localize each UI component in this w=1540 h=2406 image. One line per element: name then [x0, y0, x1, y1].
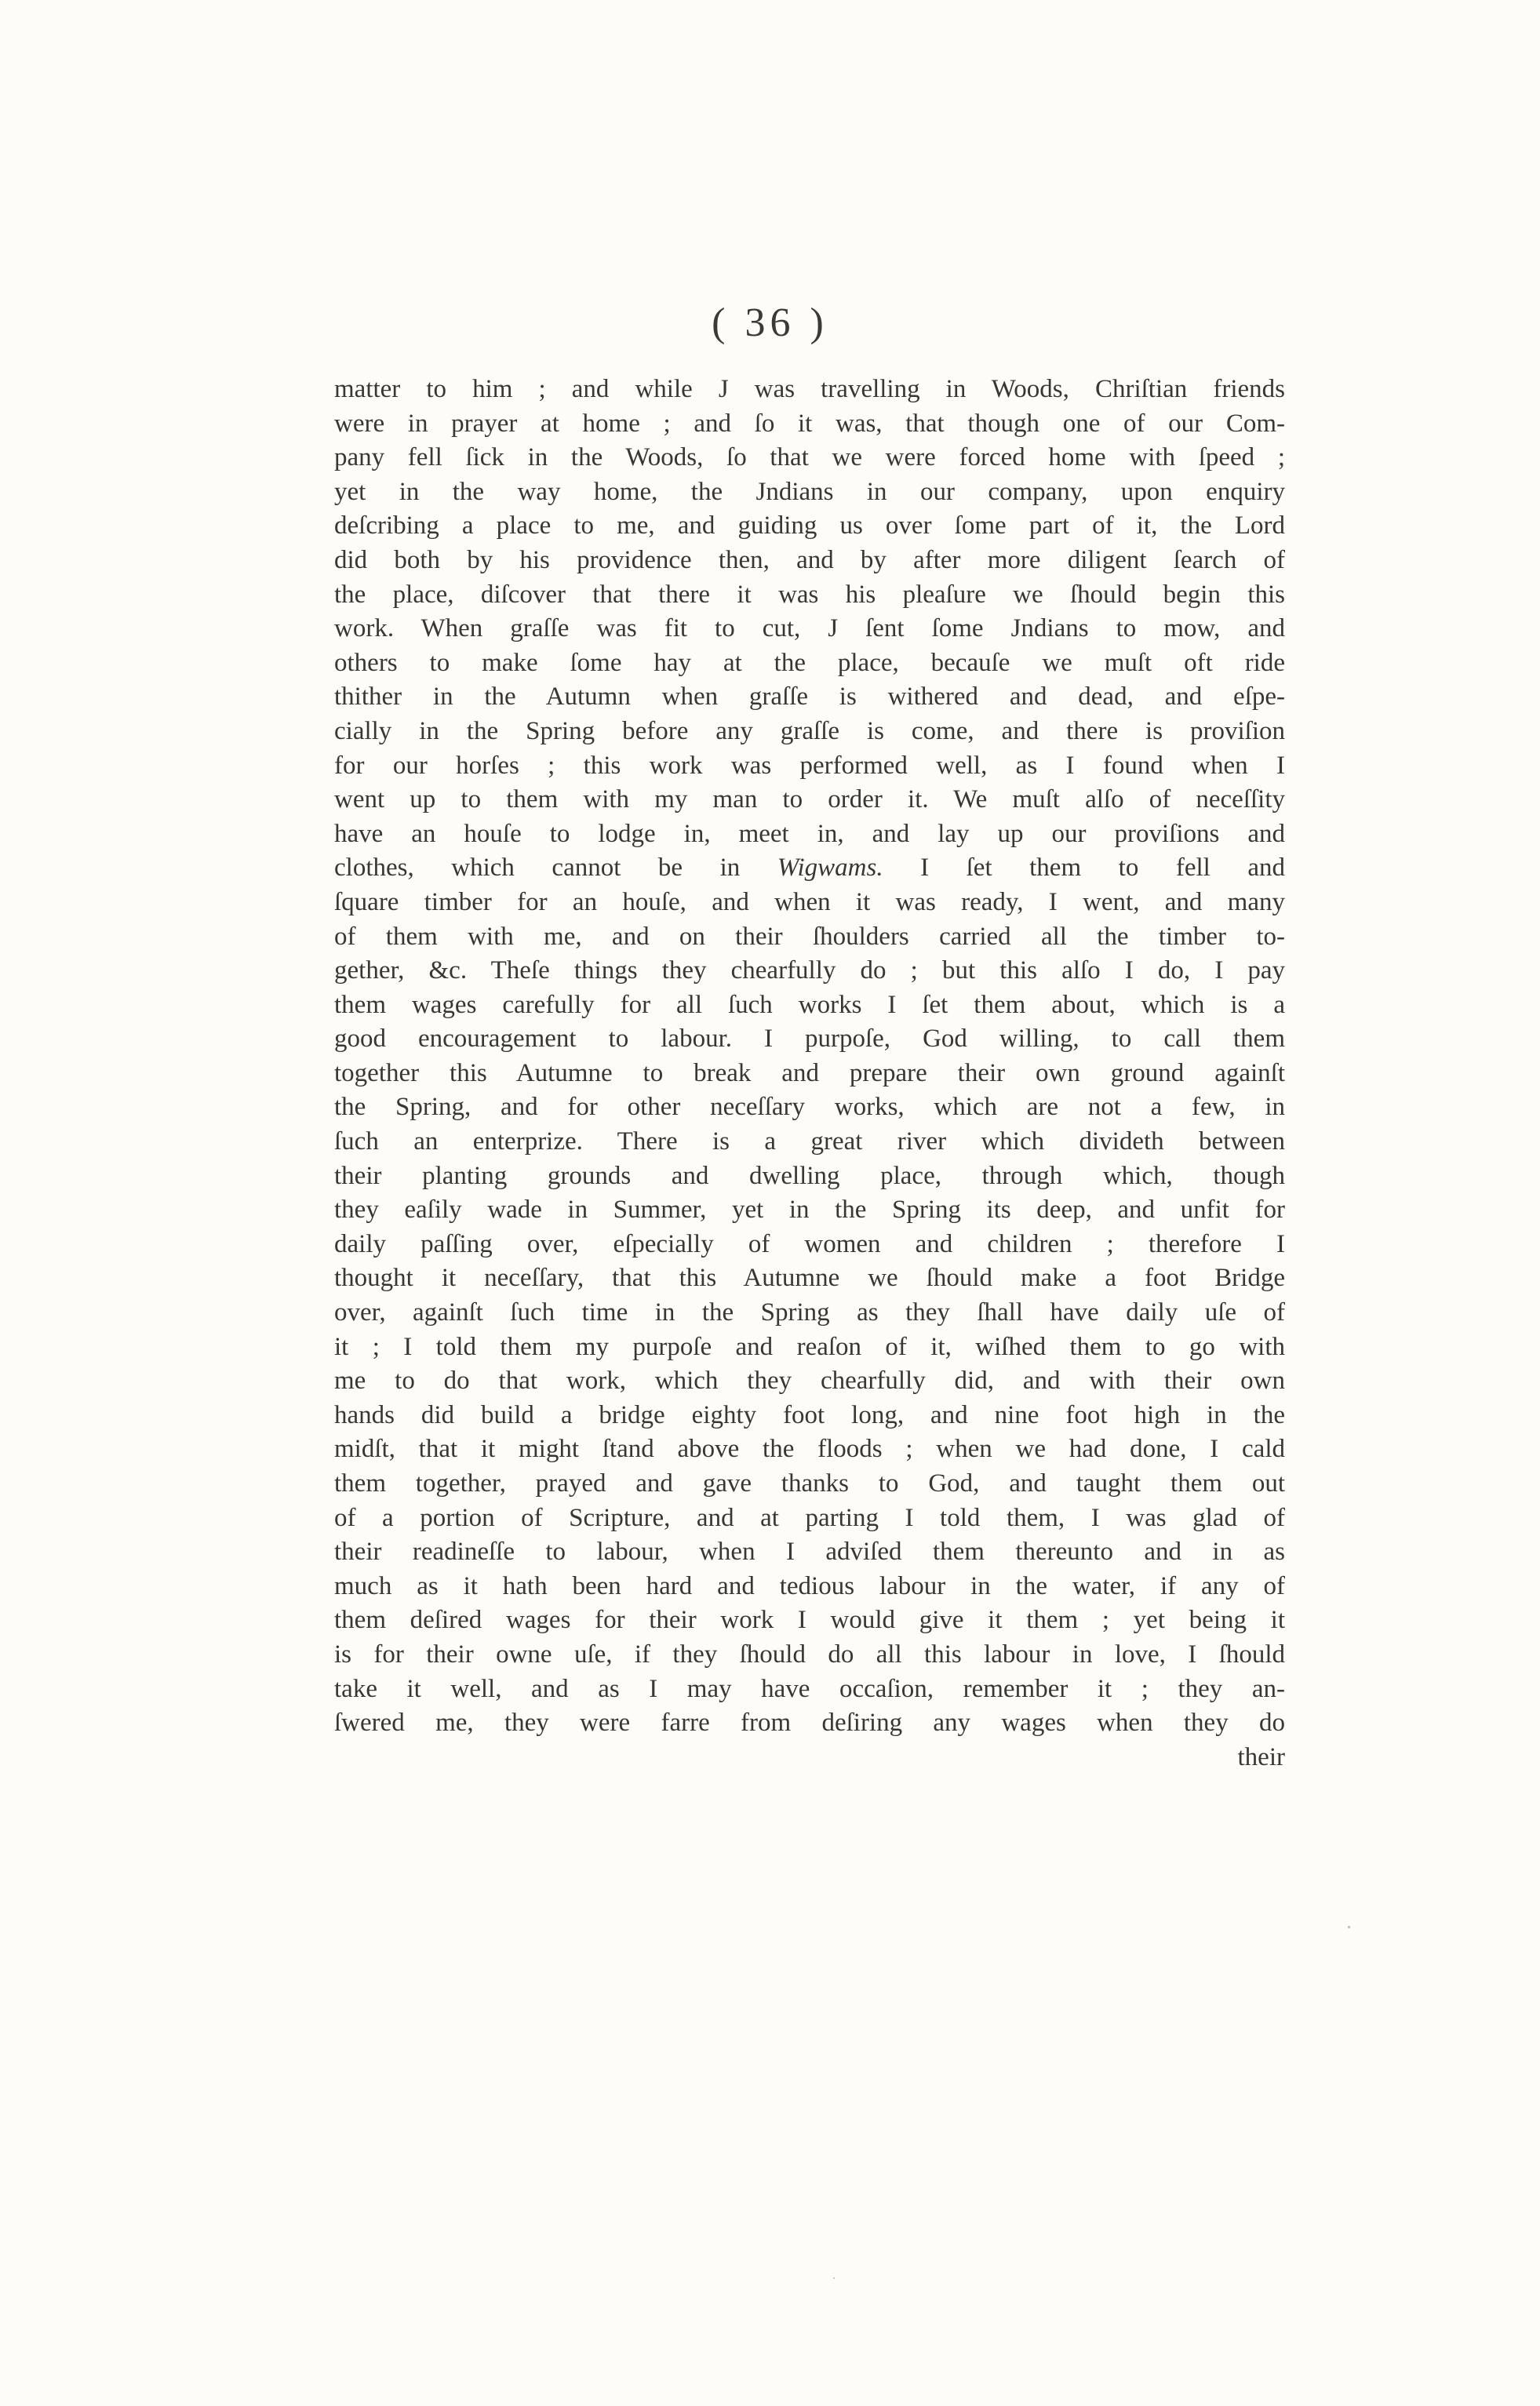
text-line: they eaſily wade in Summer, yet in the Spring its deep, and unfit for: [334, 1196, 1285, 1225]
body-text: [334, 373, 1285, 1774]
text-line: much as it hath been hard and tedious labour in the water, if any of: [334, 1571, 1285, 1600]
text-line: them together, prayed and gave thanks to God, and taught them out: [334, 1469, 1285, 1498]
text-line: ſuch an enterprize. There is a great river which divideth between: [334, 1127, 1285, 1156]
text-line: ſquare timber for an houſe, and when it was ready, I went, and many: [334, 887, 1285, 916]
text-line: take it well, and as I may have occaſion, remember it ; they an-: [334, 1674, 1285, 1703]
text-line: it ; I told them my purpoſe and reaſon of it, wiſhed them to go with: [334, 1332, 1285, 1361]
text-line: the place, diſcover that there it was his pleaſure we ſhould begin this: [334, 580, 1285, 609]
text-line: for our horſes ; this work was performed well, as I found when I: [334, 751, 1285, 780]
text-line: is for their owne uſe, if they ſhould do all this labour in love, I ſhould: [334, 1640, 1285, 1669]
text-line: were in prayer at home ; and ſo it was, that though one of our Com-: [334, 409, 1285, 438]
paper-speck: [1348, 1926, 1350, 1928]
text-line: of them with me, and on their ſhoulders carried all the timber to-: [334, 922, 1285, 951]
text-line: matter to him ; and while J was travelling in Woods, Chriſtian friends: [334, 375, 1285, 403]
text-line: have an houſe to lodge in, meet in, and lay up our proviſions and: [334, 819, 1285, 848]
text-line: thought it neceſſary, that this Autumne we ſhould make a foot Bridge: [334, 1264, 1285, 1293]
text-line: them deſired wages for their work I would give it them ; yet being it: [334, 1606, 1285, 1635]
text-line: the Spring, and for other neceſſary works, which are not a few, in: [334, 1093, 1285, 1122]
text-line: did both by his providence then, and by after more diligent ſearch of: [334, 545, 1285, 574]
page-number: ( 36 ): [712, 300, 828, 345]
text-line: good encouragement to labour. I purpoſe, God willing, to call them: [334, 1025, 1285, 1054]
text-line-mixed: [334, 851, 1285, 886]
text-line: thither in the Autumn when graſſe is withered and dead, and eſpe-: [334, 682, 1285, 712]
text-line: their planting grounds and dwelling place, through which, though: [334, 1161, 1285, 1190]
text-line: pany fell ſick in the Woods, ſo that we were forced home with ſpeed ;: [334, 443, 1285, 472]
text-line: hands did build a bridge eighty foot long, and nine foot high in the: [334, 1400, 1285, 1429]
text-line: them wages carefully for all ſuch works I ſet them about, which is a: [334, 990, 1285, 1019]
text-segment: clothes, which cannot be in: [334, 854, 741, 883]
text-line: gether, &c. Theſe things they chearfully do ; but this alſo I do, I pay: [334, 956, 1285, 985]
text-line: cially in the Spring before any graſſe is come, and there is proviſion: [334, 716, 1285, 745]
paper-speck: [833, 2277, 835, 2279]
text-line: of a portion of Scripture, and at parting I told them, I was glad of: [334, 1503, 1285, 1532]
text-line: me to do that work, which they chearfully did, and with their own: [334, 1367, 1285, 1396]
text-line: work. When graſſe was fit to cut, J ſent ſome Jndians to mow, and: [334, 614, 1285, 643]
text-line: went up to them with my man to order it. We muſt alſo of neceſſity: [334, 785, 1285, 814]
text-line: daily paſſing over, eſpecially of women and children ; therefore I: [334, 1229, 1285, 1258]
text-line: others to make ſome hay at the place, becauſe we muſt oft ride: [334, 648, 1285, 677]
text-line: midſt, that it might ſtand above the floods ; when we had done, I cald: [334, 1435, 1285, 1464]
text-line: together this Autumne to break and prepare their own ground againſt: [334, 1058, 1285, 1087]
text-segment: I ſet them to fell and: [920, 854, 1285, 883]
text-line: deſcribing a place to me, and guiding us over ſome part of it, the Lord: [334, 511, 1285, 541]
text-line: yet in the way home, the Jndians in our company, upon enquiry: [334, 477, 1285, 506]
italic-word: Wigwams.: [777, 854, 883, 883]
catchword: their: [1237, 1742, 1285, 1771]
text-line: their readineſſe to labour, when I adviſed them thereunto and in as: [334, 1538, 1285, 1567]
text-line: over, againſt ſuch time in the Spring as they ſhall have daily uſe of: [334, 1298, 1285, 1327]
text-line: ſwered me, they were farre from deſiring any wages when they do: [334, 1709, 1285, 1738]
